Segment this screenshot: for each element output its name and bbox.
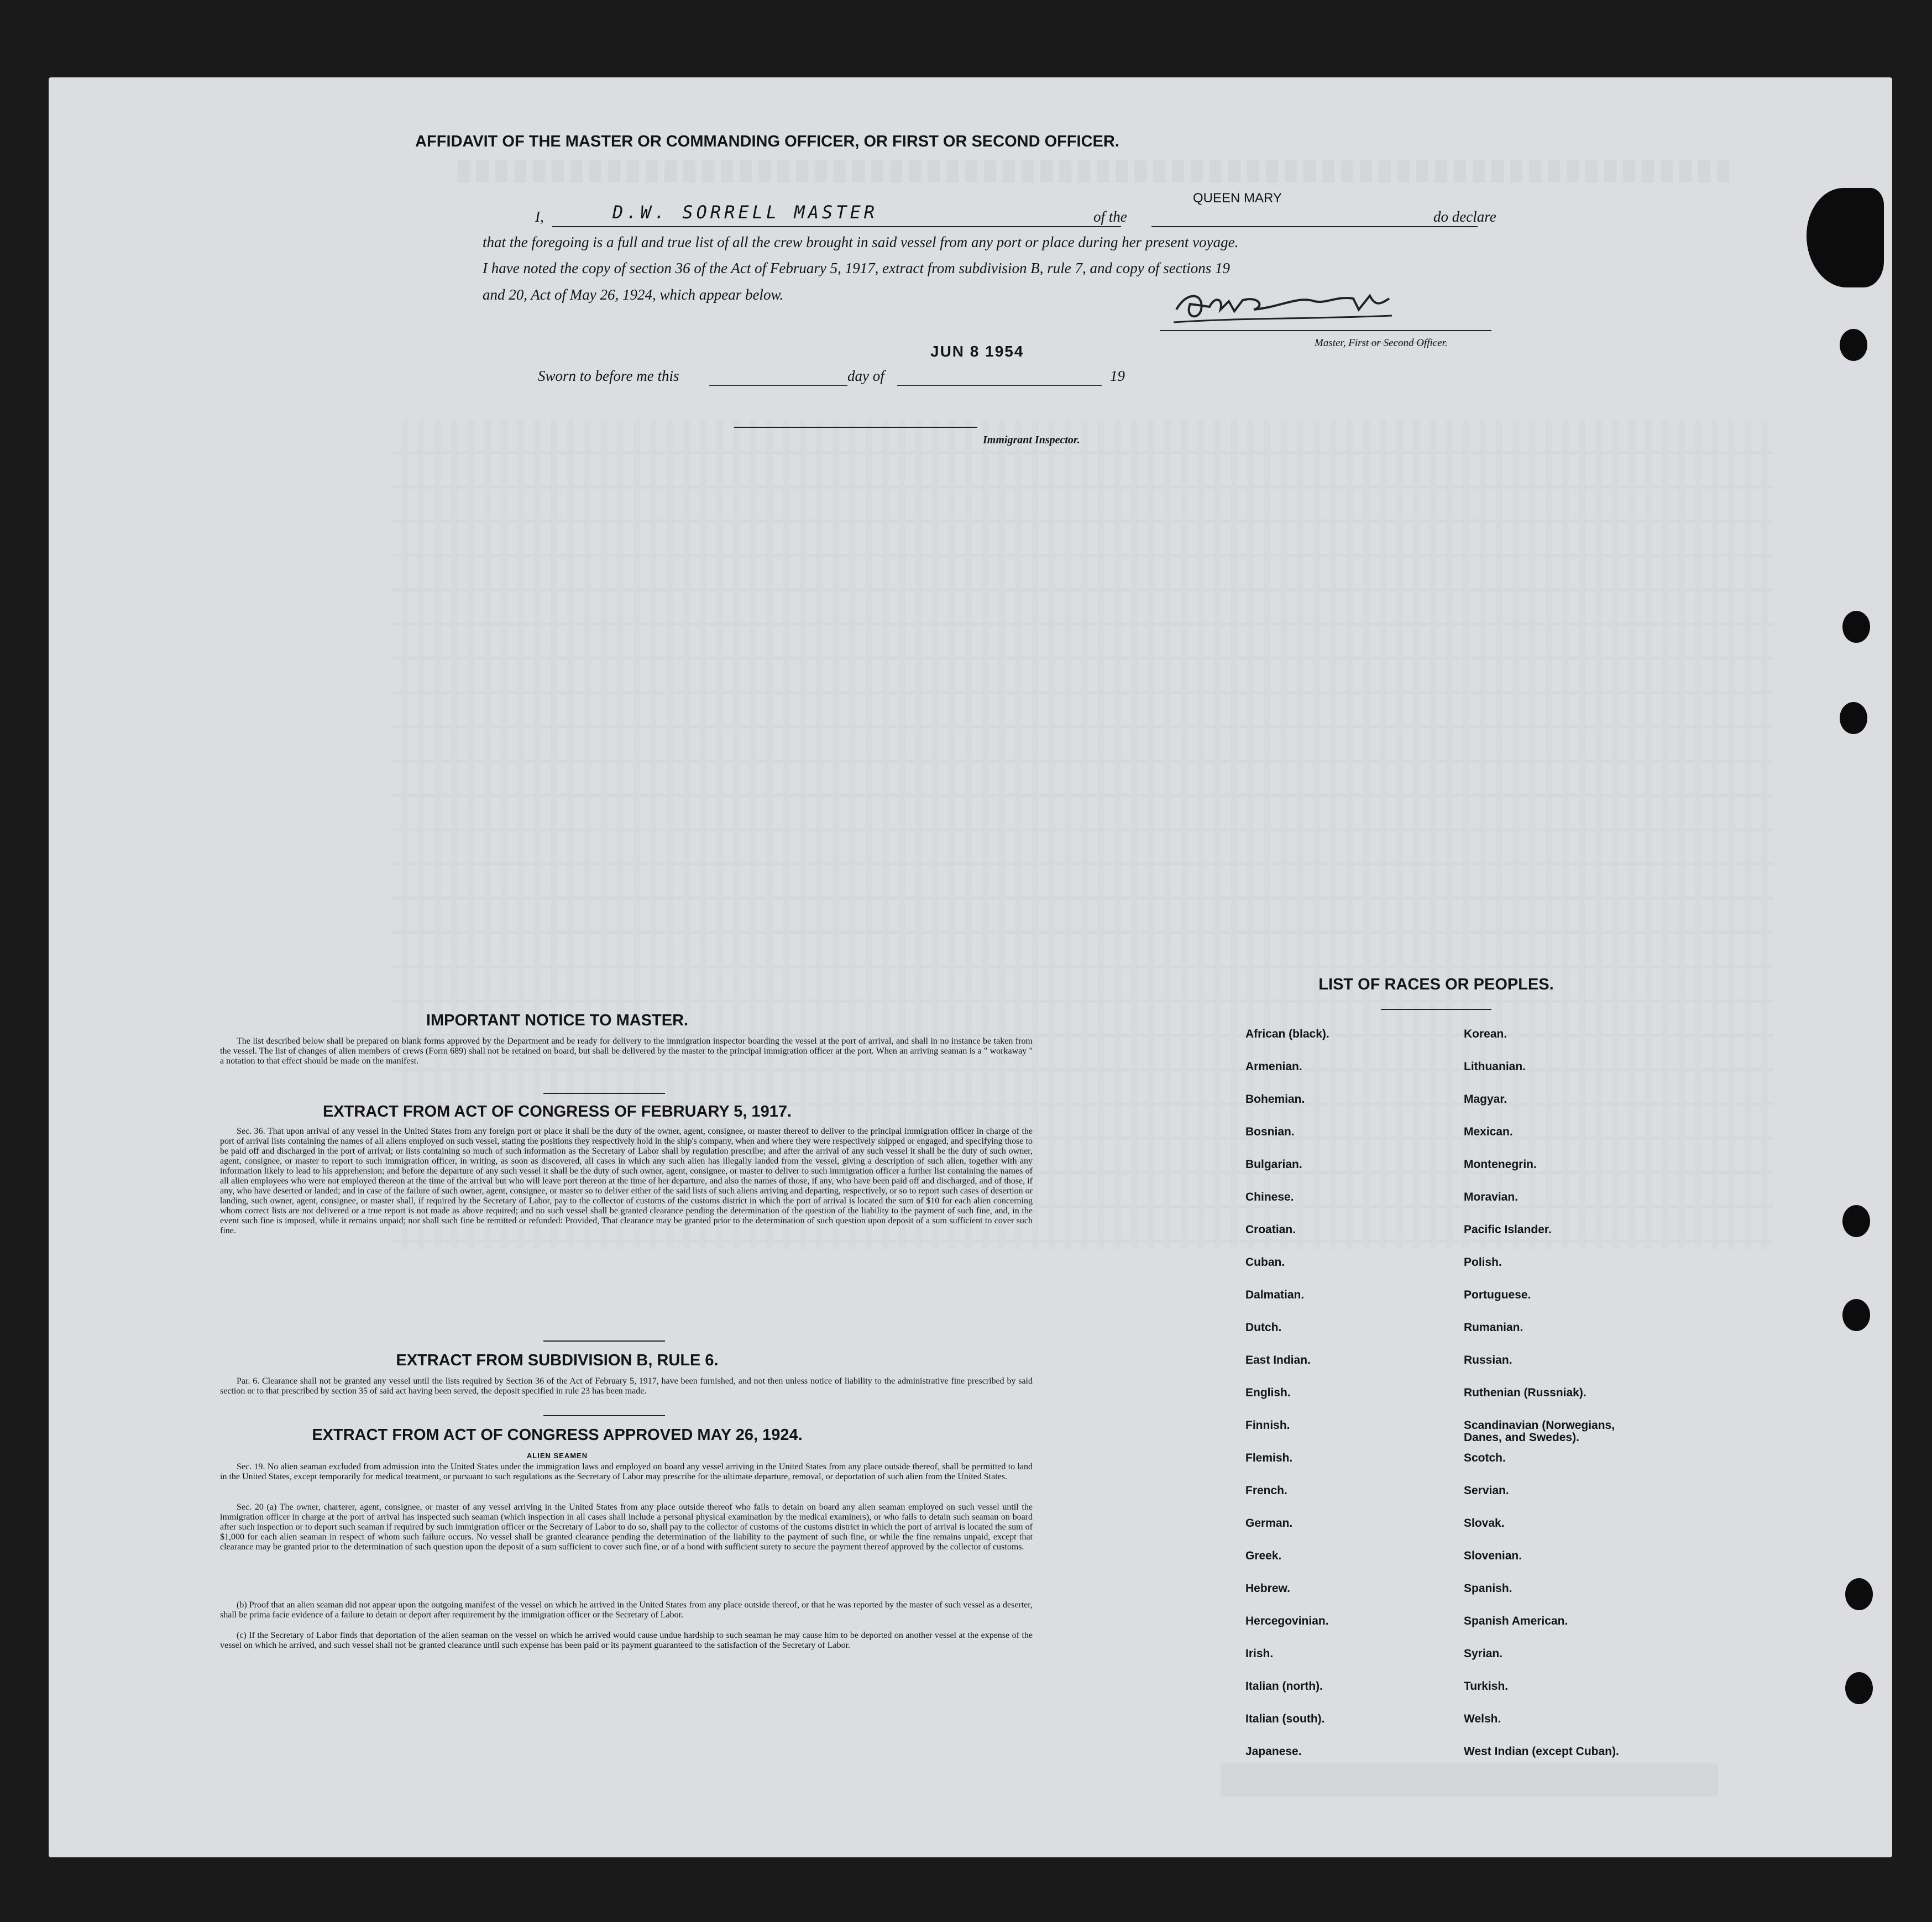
race-item: Pacific Islander. [1464, 1223, 1552, 1236]
sec20c-body: (c) If the Secretary of Labor finds that deportation of the alien seaman on the vessel on which he arrived would cause undue hardship to such seaman he may cause him to be deported on another vessel at the expense of the vessel on which he arrived, and such vessel shall not be granted clearance until such expense has been paid or its payment guaranteed to the satisfaction of the Secretary of Labor. [220, 1631, 1033, 1650]
punch-hole [1842, 1205, 1870, 1237]
race-item: Magyar. [1464, 1093, 1507, 1106]
race-item: Bosnian. [1245, 1125, 1295, 1138]
affidavit-prefix: I, [535, 208, 544, 225]
race-item: Scandinavian (Norwegians, Danes, and Swedes). [1464, 1419, 1615, 1444]
race-item: Irish. [1245, 1647, 1274, 1660]
race-item: English. [1245, 1386, 1291, 1399]
master-name-line [552, 226, 1121, 227]
punch-hole [1840, 702, 1867, 734]
race-item: Lithuanian. [1464, 1060, 1526, 1073]
extract-1917-divider [543, 1340, 665, 1342]
race-item: Russian. [1464, 1354, 1512, 1366]
affidavit-do-declare: do declare [1433, 208, 1496, 225]
notice-body: The list described below shall be prepared on blank forms approved by the Department and be ready for delivery to the immigration inspector boarding the vessel at the port of arrival, and shall in no instance be taken from the vessel. The list of changes of alien members of crews (Form 689) shall not be retained on board, but shall be delivered by the master to the principal immigration officer at the port. When an arriving seaman is a " workaway " a notation to that effect should be made on the manifest. [220, 1036, 1033, 1066]
race-item: Polish. [1464, 1256, 1502, 1269]
sworn-month-line [897, 385, 1102, 386]
extract-1924-title: EXTRACT FROM ACT OF CONGRESS APPROVED MAY 26, 1924. [312, 1426, 803, 1444]
race-item: Portuguese. [1464, 1289, 1531, 1301]
affidavit-line-4: and 20, Act of May 26, 1924, which appear below. [483, 286, 784, 303]
race-item: Dalmatian. [1245, 1289, 1305, 1301]
race-item: Welsh. [1464, 1712, 1501, 1725]
inspector-label: Immigrant Inspector. [983, 434, 1080, 446]
extract-1917-body: Sec. 36. That upon arrival of any vessel in the United States from any foreign port or place it shall be the duty of the owner, agent, consignee, or master thereof to deliver to the principal immigration officer in charge of the port of arrival lists containing the names of all aliens employed on such vessel, stating the positions they respectively hold in the ship's company, when and where they were respectively shipped or engaged, and specifying those to be paid off and discharged in the port of arrival; or lists containing so much of such information as the Secretary of Labor shall by regulation prescribe; and after the arrival of any such vessel it shall be the duty of such owner, agent, consignee, or master to report to such immigration officer, in writing, as soon as discovered, all cases in which any such alien has illegally landed from the vessel, giving a description of such alien, together with any information likely to lead to his apprehension; and before the departure of any such vessel it shall be the duty of such owner, agent, consignee, or master to deliver to such immigration officer a further list containing the names of all alien employees who were not employed thereon at the time of the arrival but who will leave port thereon at the time of her departure, and also the names of those, if any, who have been paid off and discharged, and of those, if any, who have deserted or landed; and in case of the failure of such owner, agent, consignee, or master so to deliver either of the said lists of such aliens arriving and departing, respectively, or so to report such cases of desertion or landing, such owner, agent, consignee, or master shall, if required by the Secretary of Labor, pay to the collector of customs of the customs district in which the port of arrival is located the sum of $10 for each alien concerning whom correct lists are not delivered or a true report is not made as above required; and no such vessel shall be granted clearance pending the determination of the question of the liability to the payment of such fine, and, in the event such fine is imposed, while it remains unpaid; nor shall such fine be remitted or refunded: Provided, That clearance may be granted prior to the determination of such question upon deposit of a sum sufficient to cover such fine. [220, 1127, 1033, 1235]
race-item: Armenian. [1245, 1060, 1302, 1073]
sec20b-body: (b) Proof that an alien seaman did not appear upon the outgoing manifest of the vessel on which he arrived in the United States from any place outside thereof, or that he was reported by the master of such vessel as a deserter, shall be prima facie evidence of a failure to detain or deport after requirement by the immigration officer or the Secretary of Labor. [220, 1600, 1033, 1620]
race-item: Rumanian. [1464, 1321, 1523, 1334]
extract-rule6-title: EXTRACT FROM SUBDIVISION B, RULE 6. [396, 1352, 719, 1369]
vessel-name-line [1151, 226, 1478, 227]
race-item: Japanese. [1245, 1745, 1302, 1758]
race-item: Ruthenian (Russniak). [1464, 1386, 1587, 1399]
race-item: Slovak. [1464, 1517, 1505, 1530]
race-item: Chinese. [1245, 1191, 1294, 1203]
sworn-day-line [709, 385, 847, 386]
race-item: Turkish. [1464, 1680, 1509, 1693]
race-item: Dutch. [1245, 1321, 1282, 1334]
races-title: LIST OF RACES OR PEOPLES. [1318, 976, 1554, 993]
punch-hole [1845, 1672, 1873, 1704]
race-item: Spanish. [1464, 1582, 1512, 1595]
race-item: French. [1245, 1484, 1287, 1497]
signer-title-master: Master, [1315, 337, 1346, 349]
affidavit-line-2: that the foregoing is a full and true list of all the crew brought in said vessel from any port or place during her present voyage. [483, 234, 1239, 250]
race-item: Hercegovinian. [1245, 1615, 1329, 1627]
extract-rule6-body: Par. 6. Clearance shall not be granted any vessel until the lists required by Section 36 of the Act of February 5, 1917, have been furnished, and not then unless notice of liability to the administrative fine prescribed by said section or to that prescribed by section 35 of said act having been served, the deposit specified in rule 23 has been made. [220, 1376, 1033, 1396]
race-item: Moravian. [1464, 1191, 1519, 1203]
extract-rule6-divider [543, 1415, 665, 1416]
race-item: Montenegrin. [1464, 1158, 1537, 1171]
master-name-handwritten: D.W. SORRELL MASTER [612, 202, 878, 223]
master-signature [1171, 279, 1403, 329]
race-item: Spanish American. [1464, 1615, 1568, 1627]
affidavit-line-1 [49, 191, 1892, 235]
punch-hole [1842, 611, 1870, 643]
signature-line [1160, 330, 1491, 331]
race-item: Italian (south). [1245, 1712, 1325, 1725]
punch-hole [1840, 329, 1867, 361]
affidavit-line-3: I have noted the copy of section 36 of the Act of February 5, 1917, extract from subdivision B, rule 7, and copy of sections 19 [483, 260, 1230, 276]
race-item: Flemish. [1245, 1452, 1293, 1464]
race-item: Korean. [1464, 1028, 1507, 1040]
race-item: Bulgarian. [1245, 1158, 1302, 1171]
inspector-signature-line [734, 427, 977, 428]
sec19-body: Sec. 19. No alien seaman excluded from admission into the United States under the immigration laws and employed on board any vessel arriving in the United States from any place outside thereof, shall be permitted to land in the United States, except temporarily for medical treatment, or pursuant to such regulations as the Secretary of Labor may prescribe for the ultimate departure, removal, or deportation of such alien from the United States. [220, 1462, 1033, 1481]
race-item: Servian. [1464, 1484, 1509, 1497]
punch-hole [1842, 1299, 1870, 1331]
sworn-line [49, 368, 1892, 395]
race-item: Slovenian. [1464, 1549, 1522, 1562]
race-item: Italian (north). [1245, 1680, 1323, 1693]
race-item: African (black). [1245, 1028, 1329, 1040]
race-item: Hebrew. [1245, 1582, 1290, 1595]
race-item: German. [1245, 1517, 1293, 1530]
signer-title [1315, 337, 1448, 349]
races-divider [1381, 1009, 1491, 1010]
affidavit-of-the: of the [1093, 208, 1127, 225]
extract-1917-title: EXTRACT FROM ACT OF CONGRESS OF FEBRUARY 5, 1917. [322, 1103, 792, 1120]
signer-title-struck: First or Second Officer. [1348, 337, 1448, 349]
race-item: Syrian. [1464, 1647, 1503, 1660]
notice-title: IMPORTANT NOTICE TO MASTER. [426, 1012, 689, 1029]
alien-seamen-subtitle: ALIEN SEAMEN [526, 1452, 588, 1460]
sworn-day-of: day of [847, 368, 884, 384]
race-item: Cuban. [1245, 1256, 1285, 1269]
race-item: Bohemian. [1245, 1093, 1305, 1106]
race-item: Mexican. [1464, 1125, 1513, 1138]
torn-edge-mark [1807, 188, 1884, 287]
sworn-year: 19 [1110, 368, 1125, 384]
document-sheet [49, 77, 1892, 1857]
date-stamp: JUN 8 1954 [930, 343, 1024, 360]
race-item: Scotch. [1464, 1452, 1506, 1464]
vessel-name-stamp: QUEEN MARY [1193, 191, 1282, 206]
punch-hole [1845, 1578, 1873, 1610]
race-item: East Indian. [1245, 1354, 1311, 1366]
race-item: Finnish. [1245, 1419, 1290, 1432]
race-item: Greek. [1245, 1549, 1282, 1562]
notice-divider [543, 1093, 665, 1094]
affidavit-title: AFFIDAVIT OF THE MASTER OR COMMANDING OFFICER, OR FIRST OR SECOND OFFICER. [415, 133, 1119, 150]
sec20a-body: Sec. 20 (a) The owner, charterer, agent, consignee, or master of any vessel arriving in the United States from any place outside thereof who fails to detain on board any alien seaman employed on such vessel until the immigration officer in charge at the port of arrival has inspected such seaman (which inspection in all cases shall include a personal physical examination by the medical examiners), or who fails to detain such seaman on board after such inspection or to deport such seaman if required by such immigration officer or the Secretary of Labor to do so, shall pay to the collector of customs of the customs district in which the port of arrival is located the sum of $1,000 for each alien seaman in respect of whom such failure occurs. No vessel shall be granted clearance pending the determination of the liability to the payment of such fine, or while the fine remains unpaid, except that clearance may be granted prior to the determination of such question upon the deposit of a sum sufficient to cover such fine, or of a bond with sufficient surety to secure the payment thereof approved by the collector of customs. [220, 1502, 1033, 1552]
races-right-column [1464, 1028, 1696, 1778]
races-left-column [1245, 1028, 1439, 1778]
race-item: Croatian. [1245, 1223, 1296, 1236]
sworn-text: Sworn to before me this [538, 368, 679, 384]
race-item: West Indian (except Cuban). [1464, 1745, 1619, 1758]
